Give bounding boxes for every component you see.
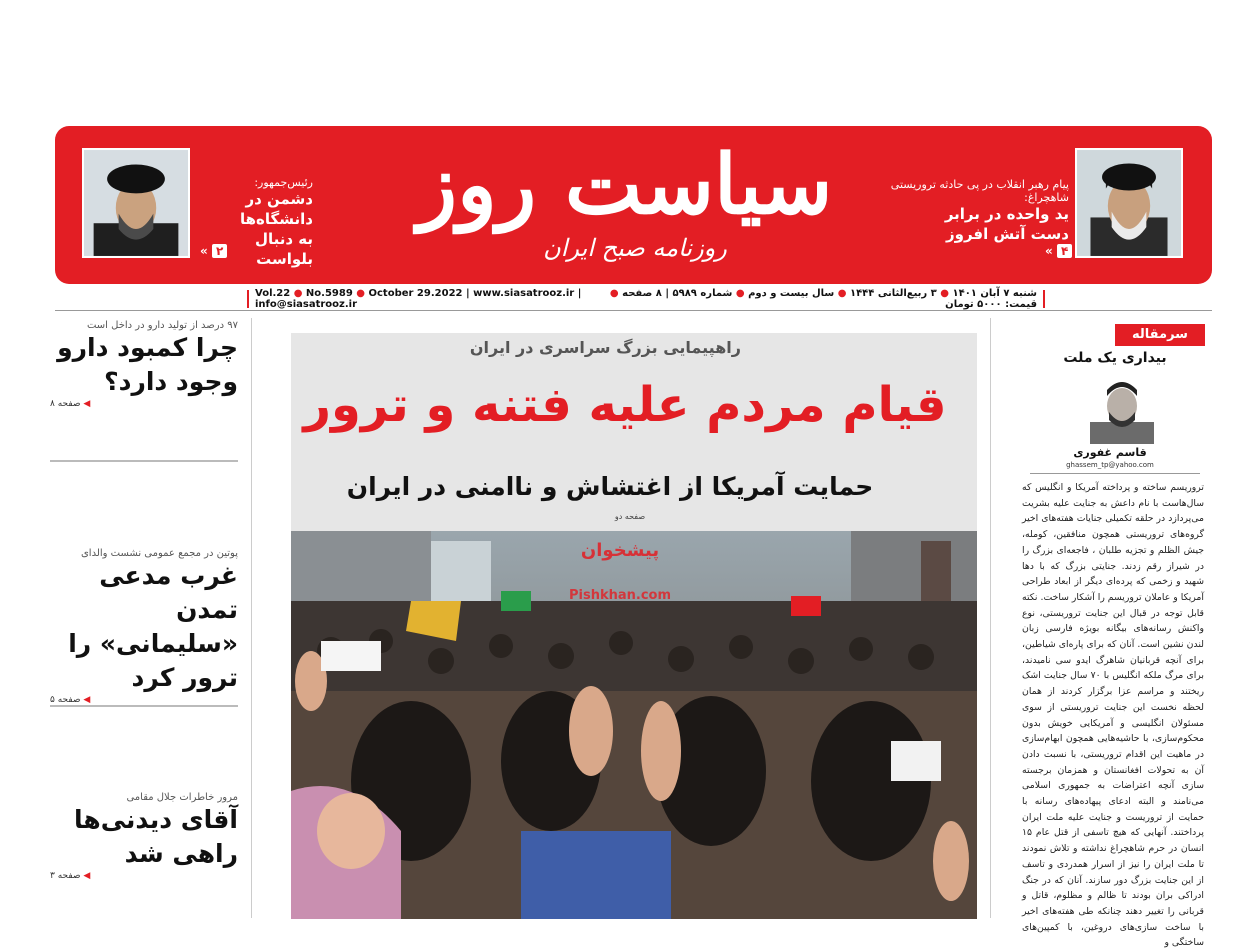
- left-story-3-headline-2: راهی شد: [124, 839, 238, 868]
- editorial-title[interactable]: بیداری یک ملت: [1063, 350, 1167, 366]
- pishkhan-watermark: پیشخوان: [580, 540, 660, 561]
- left-box-headline-1: دشمن در دانشگاه‌ها: [240, 190, 313, 228]
- left-story-3-page: ◀ صفحه ۳: [50, 871, 91, 881]
- left-rule-1: [50, 460, 238, 462]
- info-website[interactable]: www.siasatrooz.ir: [473, 288, 575, 299]
- left-story-3-page-label: صفحه ۳: [50, 871, 81, 881]
- info-pages: ۸ صفحه: [622, 288, 662, 299]
- left-story-1[interactable]: [50, 320, 238, 409]
- right-box-page-tag: ۴ »: [1045, 244, 1072, 258]
- masthead-banner: [55, 126, 1212, 284]
- leader-portrait: [1075, 148, 1183, 258]
- info-price: قیمت: ۵۰۰۰ تومان: [945, 299, 1037, 310]
- author-email[interactable]: ghassem_tp@yahoo.com: [1066, 461, 1154, 469]
- left-story-2-headline-2: «سلیمانی» را: [68, 629, 238, 658]
- info-issue-fa: شماره ۵۹۸۹: [672, 288, 733, 299]
- author-avatar: [1082, 378, 1162, 444]
- lead-story-headline[interactable]: قیام مردم علیه فتنه و ترور: [303, 377, 947, 433]
- editorial-body: تروریسم ساخته و پرداخته آمریکا و انگلیس که سال‌هاست با نام داعش به جنایت علیه بشریت می‌پردازد در حلقه تکمیلی جنایات هفته‌های اخیر گروه‌های تروریستی همچون منافقین، کومله، جیش الظلم و تجزیه طلبان ، فاجعه‌ای بزرگ را در شیراز رقم زدند. جنایتی بزرگ که با دها شهید و زخمی که پرده‌ای دیگر از ابعاد طراحی آمریکا و عاملان تروریسم را آشکار ساخت. نکته قابل توجه در قبال این جنایت تروریستی، نوع واکنش رسانه‌های بیگانه بویژه فارسی زبان لندن نشین است. آنان که برای پاره‌ای شیاطین، برای آنچه قربانیان شاهرگ ایدو سی نامیدند، برای مرگ ملکه انگلیس با ۷۰ سال جنایت اشک ریختند و مراسم عزا برگزار کردند از همان لحظه نخست این جنایت تروریستی از سوی مسئولان انگلیسی و آمریکایی خویش بدون محکوم‌سازی، با حاشیه‌هایی همچون ابهام‌سازی در ماهیت این اقدام تروریستی، با نسبت دادن آن به تحولات افغانستان و همزمان برجسته سازی آنچه اعتراضات به جمهوری اسلامی می‌نامند و البته ادعای پیهاده‌های رسانه با حمایت از تروریست و جنایت علیه ملت ایران پرداختند. آنهایی که هیچ تاسفی از قتل عام ۱۵ انسان در حرم شاهچراغ نداشته و تلاش نمودند تا ملت ایران را نیز از اسرار همدردی و تاسف از این جنایت بزرگ دور سازند. آنان که در جنگ ادراکی بران بودند تا ظالم و مظلوم، قاتل و قربانی را تغییر دهند چنانکه طی هفته‌های اخیر با ساخت سازی‌های دروغین، با کمپین‌های ساختگی و: [1022, 482, 1205, 949]
- left-story-1-page: ◀ صفحه ۸: [50, 399, 91, 409]
- president-portrait: [82, 148, 190, 258]
- right-box-kicker: پیام رهبر انقلاب در پی حادثه تروریستی شاهچراغ:: [890, 178, 1069, 204]
- left-story-1-headline-1: چرا کمبود دارو: [57, 333, 238, 362]
- lead-story-page: صفحه دو: [614, 512, 646, 521]
- left-story-3[interactable]: [50, 792, 238, 881]
- left-story-3-headline-1: آقای دیدنی‌ها: [73, 805, 238, 834]
- right-box-headline-1: ید واحده در برابر: [944, 205, 1069, 223]
- lead-story-kicker: راهپیمایی بزرگ سراسری در ایران: [469, 338, 741, 357]
- info-issue-en: No.5989: [305, 288, 353, 299]
- info-email[interactable]: info@siasatrooz.ir: [255, 299, 358, 310]
- editorial-label: سرمقاله: [1115, 324, 1205, 346]
- column-divider-left: [251, 318, 252, 918]
- header-divider: [55, 310, 1212, 311]
- info-date-hijri: ۳ ربیع‌الثانی ۱۴۴۴: [849, 288, 937, 299]
- left-box-page-number: ۲: [212, 244, 227, 258]
- left-rule-2: [50, 705, 238, 707]
- right-box-headline-2: دست آتش افروز: [945, 225, 1069, 243]
- left-story-1-headline-2: وجود دارد؟: [104, 367, 238, 396]
- right-box-page-number: ۴: [1057, 244, 1072, 258]
- info-date-en: October 29.2022: [368, 288, 463, 299]
- lead-story-subheadline: حمایت آمریکا از اغتشاش و ناامنی در ایران: [346, 472, 874, 501]
- newspaper-subtitle: روزنامه صبح ایران: [543, 234, 727, 262]
- left-box-kicker: رئیس‌جمهور:: [254, 176, 313, 189]
- left-story-1-page-label: صفحه ۸: [50, 399, 81, 409]
- left-story-3-kicker: مرور خاطرات جلال مقامی: [126, 792, 238, 803]
- newspaper-logo: سیاست روز: [417, 137, 833, 233]
- left-story-2[interactable]: [50, 548, 238, 705]
- column-divider-right: [990, 318, 991, 918]
- left-story-1-kicker: ۹۷ درصد از تولید دارو در داخل است: [86, 320, 238, 331]
- left-box-headline-2: به دنبال بلواست: [254, 230, 313, 268]
- left-story-2-headline-1: غرب مدعی تمدن: [99, 561, 238, 624]
- left-story-2-page-label: صفحه ۵: [50, 695, 81, 705]
- author-divider: [1030, 473, 1200, 474]
- pishkhan-watermark-url: Pishkhan.com: [568, 588, 672, 603]
- issue-info-bar: شنبه ۷ آبان ۱۴۰۱ ● ۳ ربیع‌الثانی ۱۴۴۴ ● سال بیست و دوم ● شماره ۵۹۸۹ | ۸ صفحه ● قیمت: ۵۰۰۰ تومان Vol.22 ● No.5989 ● October 29.2022 | www.siasatrooz.ir | info@siasatrooz.ir: [247, 290, 1045, 308]
- left-box-page-tag: ۲ »: [200, 244, 227, 258]
- author-name: قاسم غفوری: [1073, 446, 1147, 459]
- info-volume: Vol.22: [255, 288, 291, 299]
- info-year: سال بیست و دوم: [748, 288, 835, 299]
- info-date-fa: شنبه ۷ آبان ۱۴۰۱: [952, 288, 1037, 299]
- left-story-2-headline-3: ترور کرد: [131, 663, 238, 692]
- left-story-2-page: ◀ صفحه ۵: [50, 695, 91, 705]
- left-story-2-kicker: پوتین در مجمع عمومی نشست والدای: [80, 548, 238, 559]
